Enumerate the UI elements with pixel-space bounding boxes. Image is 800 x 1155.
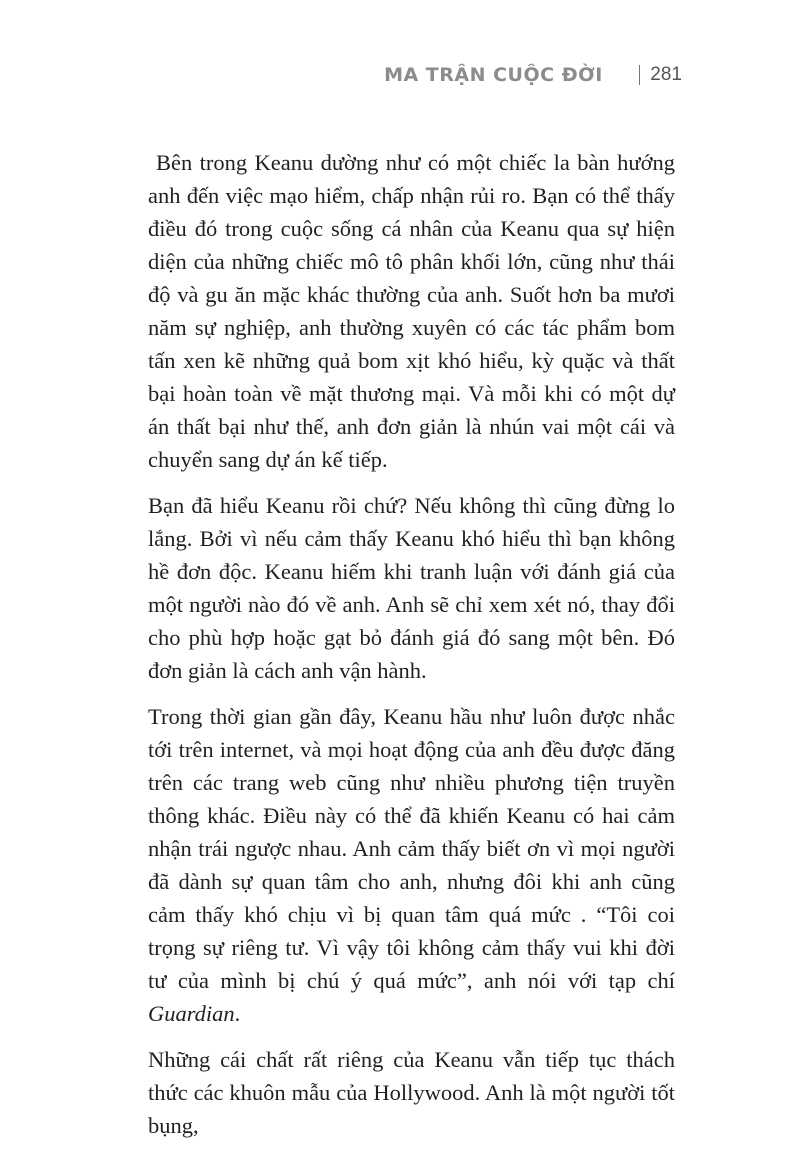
header-divider: [639, 65, 641, 85]
paragraph-3: [148, 700, 675, 1030]
paragraph-4: Những cái chất rất riêng của Keanu vẫn tiếp tục thách thức các khuôn mẫu của Hollywood. Anh là một người tốt bụng,: [148, 1047, 675, 1138]
paragraph-3-text: Trong thời gian gần đây, Keanu hầu như luôn được nhắc tới trên internet, và mọi hoạt động của anh đều được đăng trên các trang web cũng như nhiều phương tiện truyền thông khác. Điều này có thể đã khiến Keanu có hai cảm nhận trái ngược nhau. Anh cảm thấy biết ơn vì mọi người đã dành sự quan tâm cho anh, nhưng đôi khi anh cũng cảm thấy khó chịu vì bị quan tâm quá mức . “Tôi coi trọng sự riêng tư. Vì vậy tôi không cảm thấy vui khi đời tư của mình bị chú ý quá mức”, anh nói với tạp chí: [148, 704, 675, 993]
paragraph-1: Bên trong Keanu dường như có một chiếc la bàn hướng anh đến việc mạo hiểm, chấp nhận rủi ro. Bạn có thể thấy điều đó trong cuộc sống cá nhân của Keanu qua sự hiện diện của những chiếc mô tô phân khối lớn, cũng như thái độ và gu ăn mặc khác thường của anh. Suốt hơn ba mươi năm sự nghiệp, anh thường xuyên có các tác phẩm bom tấn xen kẽ những quả bom xịt khó hiểu, kỳ quặc và thất bại hoàn toàn về mặt thương mại. Và mỗi khi có một dự án thất bại như thế, anh đơn giản là nhún vai một cái và chuyển sang dự án kế tiếp.: [148, 150, 675, 472]
paragraph-3-end: .: [234, 1001, 241, 1026]
page-number: 281: [650, 64, 682, 85]
running-title: MA TRẬN CUỘC ĐỜI: [384, 64, 603, 86]
page-header: [384, 64, 682, 86]
body-text: [148, 146, 675, 1155]
paragraph-2: Bạn đã hiểu Keanu rồi chứ? Nếu không thì cũng đừng lo lắng. Bởi vì nếu cảm thấy Keanu khó hiểu thì bạn không hề đơn độc. Keanu hiếm khi tranh luận với đánh giá của một người nào đó về anh. Anh sẽ chỉ xem xét nó, thay đổi cho phù hợp hoặc gạt bỏ đánh giá đó sang một bên. Đó đơn giản là cách anh vận hành.: [148, 493, 675, 683]
publication-name: Guardian: [148, 1001, 235, 1026]
